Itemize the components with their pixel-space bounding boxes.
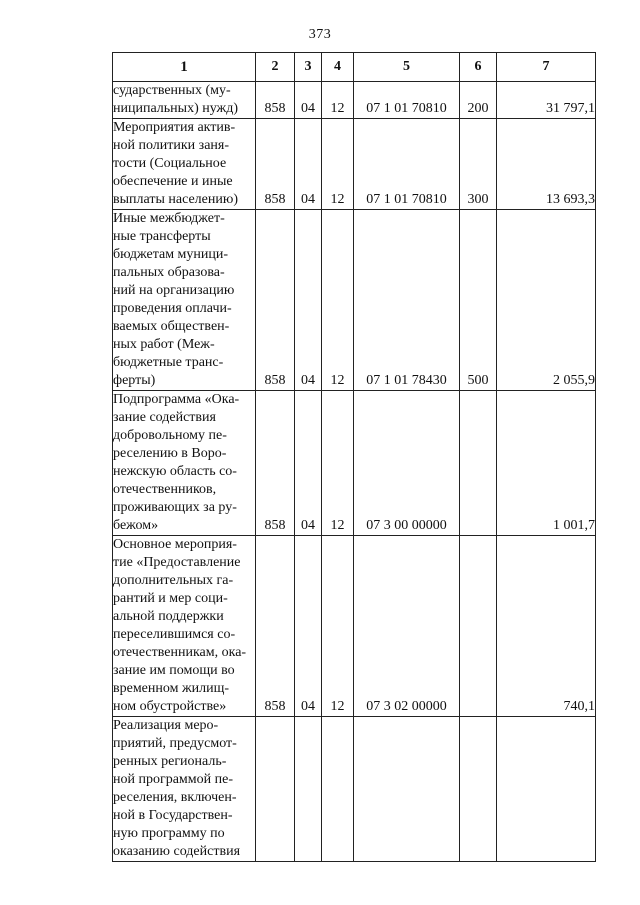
- amount-cell: 13 693,3: [497, 119, 596, 210]
- grbs-cell: 858: [256, 536, 295, 717]
- table-row: [113, 210, 596, 391]
- description-line: зание им помощи во: [113, 663, 235, 678]
- description-line: ваемых обществен-: [113, 319, 230, 334]
- table-row: [113, 536, 596, 717]
- section-cell: [295, 717, 322, 862]
- description-line: ренных региональ-: [113, 754, 227, 769]
- subsection-cell: 12: [322, 82, 354, 119]
- description-line: бюджетам муници-: [113, 247, 229, 262]
- section-cell: 04: [295, 210, 322, 391]
- amount-cell: 2 055,9: [497, 210, 596, 391]
- description-cell: [113, 210, 256, 391]
- description-line: пальных образова-: [113, 265, 225, 280]
- description-line: временном жилищ-: [113, 681, 230, 696]
- description-line: сударственных (му-: [113, 83, 231, 98]
- description-line: переселившимся со-: [113, 627, 236, 642]
- table-body: [113, 82, 596, 862]
- description-line: бежом»: [113, 518, 159, 533]
- description-line: Подпрограмма «Ока-: [113, 392, 240, 407]
- description-line: ниципальных) нужд): [113, 101, 238, 116]
- table-header-row: [113, 53, 596, 82]
- description-line: дополнительных га-: [113, 573, 234, 588]
- section-cell: 04: [295, 391, 322, 536]
- table-row: [113, 717, 596, 862]
- target-article-cell: 07 3 00 00000: [354, 391, 460, 536]
- description-line: реселения, включен-: [113, 790, 237, 805]
- expense-type-cell: [460, 717, 497, 862]
- expense-type-cell: 500: [460, 210, 497, 391]
- description-line: проведения оплачи-: [113, 301, 232, 316]
- description-cell: [113, 717, 256, 862]
- description-line: ферты): [113, 373, 156, 388]
- subsection-cell: 12: [322, 536, 354, 717]
- column-header: 3: [295, 53, 322, 82]
- page-number: 373: [308, 27, 332, 42]
- amount-cell: [497, 717, 596, 862]
- description-line: проживающих за ру-: [113, 500, 237, 515]
- description-line: Реализация меро-: [113, 718, 219, 733]
- description-line: выплаты населению): [113, 192, 238, 207]
- description-line: Иные межбюджет-: [113, 211, 225, 226]
- description-line: отечественникам, ока-: [113, 645, 247, 660]
- description-line: ную программу по: [113, 826, 225, 841]
- target-article-cell: 07 1 01 70810: [354, 119, 460, 210]
- target-article-cell: 07 3 02 00000: [354, 536, 460, 717]
- description-line: альной поддержки: [113, 609, 224, 624]
- table-row: [113, 119, 596, 210]
- table-row: [113, 82, 596, 119]
- column-header: 2: [256, 53, 295, 82]
- section-cell: 04: [295, 82, 322, 119]
- description-line: ной программой пе-: [113, 772, 234, 787]
- description-line: ных работ (Меж-: [113, 337, 215, 352]
- expense-type-cell: 300: [460, 119, 497, 210]
- description-line: ний на организацию: [113, 283, 235, 298]
- section-cell: 04: [295, 536, 322, 717]
- description-line: отечественников,: [113, 482, 217, 497]
- column-header: 1: [113, 53, 256, 82]
- column-header: 7: [497, 53, 596, 82]
- grbs-cell: 858: [256, 391, 295, 536]
- expense-type-cell: 200: [460, 82, 497, 119]
- description-line: ные трансферты: [113, 229, 211, 244]
- column-header: 5: [354, 53, 460, 82]
- table-row: [113, 391, 596, 536]
- amount-cell: 740,1: [497, 536, 596, 717]
- description-line: ной политики заня-: [113, 138, 230, 153]
- subsection-cell: 12: [322, 391, 354, 536]
- description-line: тие «Предоставление: [113, 555, 241, 570]
- column-header: 4: [322, 53, 354, 82]
- description-line: ном обустройстве»: [113, 699, 227, 714]
- description-cell: [113, 536, 256, 717]
- subsection-cell: [322, 717, 354, 862]
- description-cell: [113, 82, 256, 119]
- description-line: зание содействия: [113, 410, 216, 425]
- description-line: бюджетные транс-: [113, 355, 224, 370]
- grbs-cell: 858: [256, 210, 295, 391]
- grbs-cell: 858: [256, 119, 295, 210]
- description-cell: [113, 119, 256, 210]
- description-line: ной в Государствен-: [113, 808, 233, 823]
- column-header: 6: [460, 53, 497, 82]
- grbs-cell: [256, 717, 295, 862]
- target-article-cell: [354, 717, 460, 862]
- description-line: Основное мероприя-: [113, 537, 237, 552]
- subsection-cell: 12: [322, 119, 354, 210]
- description-line: приятий, предусмот-: [113, 736, 237, 751]
- description-line: добровольному пе-: [113, 428, 227, 443]
- description-line: оказанию содействия: [113, 844, 241, 859]
- description-line: реселению в Воро-: [113, 446, 227, 461]
- grbs-cell: 858: [256, 82, 295, 119]
- amount-cell: 31 797,1: [497, 82, 596, 119]
- target-article-cell: 07 1 01 78430: [354, 210, 460, 391]
- amount-cell: 1 001,7: [497, 391, 596, 536]
- expense-type-cell: [460, 536, 497, 717]
- description-line: обеспечение и иные: [113, 174, 233, 189]
- description-line: Мероприятия актив-: [113, 120, 236, 135]
- section-cell: 04: [295, 119, 322, 210]
- expense-type-cell: [460, 391, 497, 536]
- description-line: нежскую область со-: [113, 464, 237, 479]
- description-line: тости (Социальное: [113, 156, 227, 171]
- subsection-cell: 12: [322, 210, 354, 391]
- description-line: рантий и мер соци-: [113, 591, 228, 606]
- budget-table: [112, 52, 596, 862]
- description-cell: [113, 391, 256, 536]
- target-article-cell: 07 1 01 70810: [354, 82, 460, 119]
